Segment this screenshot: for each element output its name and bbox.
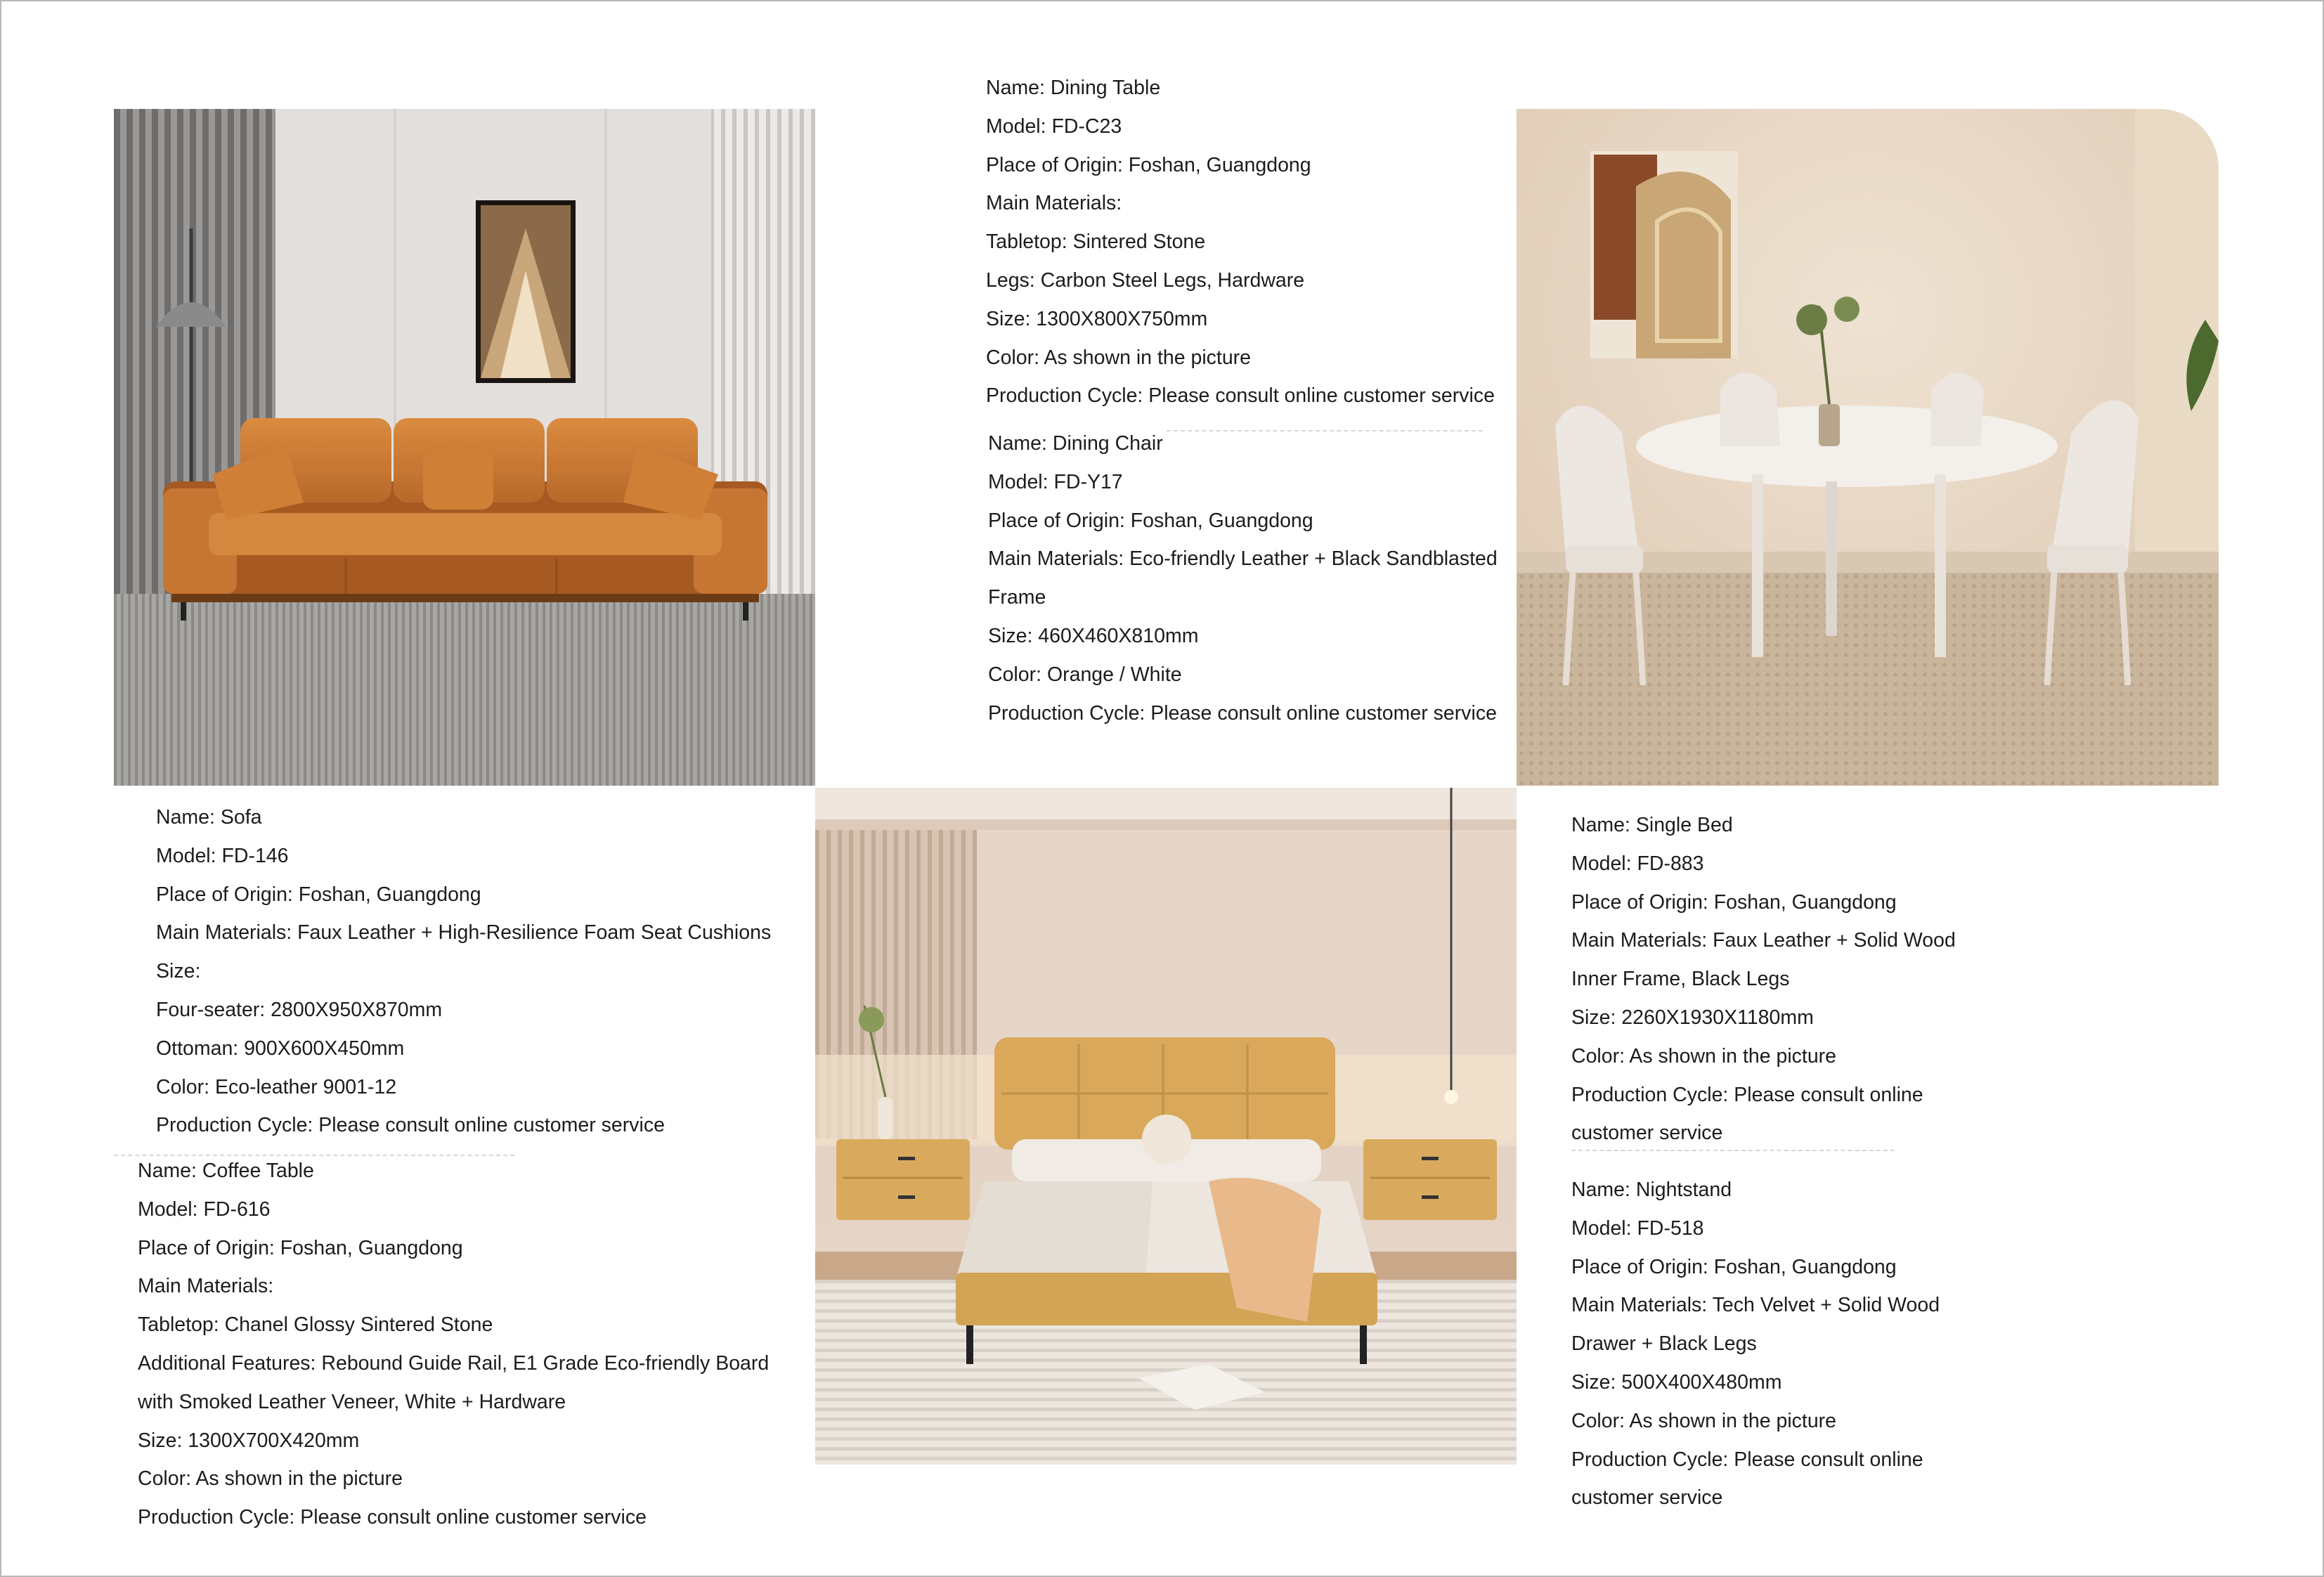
spec-line: Name: Nightstand [1571,1179,1732,1201]
spec-line: Main Materials: Faux Leather + High-Resilience Foam Seat Cushions [156,921,772,945]
spec-line: Name: Sofa [156,806,262,829]
spec-line: Main Materials: [986,192,1122,215]
spec-line: Size: [156,960,201,983]
spec-line: Production Cycle: Please consult online [1571,1083,1923,1106]
spec-line: Tabletop: Chanel Glossy Sintered Stone [138,1313,493,1337]
spec-line: Main Materials: [138,1275,274,1298]
spec-line: Model: FD-C23 [986,115,1122,138]
divider [1571,1150,1895,1151]
spec-line: Place of Origin: Foshan, Guangdong [1571,1255,1897,1278]
spec-line: Color: As shown in the picture [1571,1409,1837,1432]
spec-line: Size: 2260X1930X1180mm [1571,1006,1814,1029]
spec-line: Color: As shown in the picture [986,346,1252,369]
spec-line: customer service [1571,1486,1723,1510]
spec-line: Production Cycle: Please consult online customer service [988,701,1497,725]
nightstand-spec [1571,1171,1940,1517]
spec-line: Main Materials: Eco-friendly Leather + Black Sandblasted [988,547,1498,571]
spec-line: Name: Coffee Table [138,1160,314,1182]
spec-line: Place of Origin: Foshan, Guangdong [138,1236,463,1259]
spec-line: Four-seater: 2800X950X870mm [156,998,443,1021]
spec-line: Size: 1300X800X750mm [986,307,1208,330]
spec-line: Color: Eco-leather 9001-12 [156,1075,397,1098]
spec-line: Place of Origin: Foshan, Guangdong [1571,890,1897,914]
spec-line: Production Cycle: Please consult online customer service [156,1114,665,1137]
spec-line: Legs: Carbon Steel Legs, Hardware [986,268,1305,292]
spec-line: Model: FD-616 [138,1198,271,1221]
spec-line: Model: FD-146 [156,844,289,867]
spec-line: Ottoman: 900X600X450mm [156,1037,405,1060]
spec-line: Production Cycle: Please consult online customer service [986,384,1495,408]
spec-line: Model: FD-Y17 [988,470,1123,493]
spec-line: Main Materials: Tech Velvet + Solid Wood [1571,1294,1940,1317]
spec-line: Name: Dining Chair [988,432,1163,455]
spec-line: Model: FD-883 [1571,852,1704,875]
spec-line: Production Cycle: Please consult online customer service [138,1506,647,1529]
spec-line: Color: As shown in the picture [138,1467,403,1491]
spec-line: with Smoked Leather Veneer, White + Hardware [138,1390,566,1413]
spec-line: Drawer + Black Legs [1571,1332,1757,1356]
spec-line: Color: Orange / White [988,663,1182,686]
spec-line: Size: 500X400X480mm [1571,1370,1782,1394]
spec-line: Main Materials: Faux Leather + Solid Wood [1571,929,1956,952]
spec-line: Inner Frame, Black Legs [1571,968,1790,991]
spec-line: Size: 1300X700X420mm [138,1429,360,1452]
spec-line: Tabletop: Sintered Stone [986,231,1206,254]
spec-line: Name: Dining Table [986,77,1161,99]
sofa-photo [114,109,815,786]
spec-line: Model: FD-518 [1571,1216,1704,1240]
spec-line: Color: As shown in the picture [1571,1044,1837,1067]
bedroom-photo [815,788,1517,1465]
spec-line: Place of Origin: Foshan, Guangdong [156,883,481,906]
sofa-spec [156,798,771,1145]
dining-chair-spec [988,424,1498,732]
spec-line: Production Cycle: Please consult online [1571,1448,1923,1471]
spec-line: Size: 460X460X810mm [988,624,1199,647]
spec-line: Place of Origin: Foshan, Guangdong [986,153,1311,176]
spec-line: customer service [1571,1122,1723,1145]
spec-line: Frame [988,586,1046,609]
single-bed-spec [1571,806,1956,1153]
spec-line: Additional Features: Rebound Guide Rail, E1 Grade Eco-friendly Board [138,1351,770,1375]
dining-table-spec [986,69,1495,415]
spec-line: Place of Origin: Foshan, Guangdong [988,509,1313,532]
dining-photo [1517,109,2219,786]
spec-line: Name: Single Bed [1571,814,1733,836]
coffee-table-spec [138,1152,769,1537]
